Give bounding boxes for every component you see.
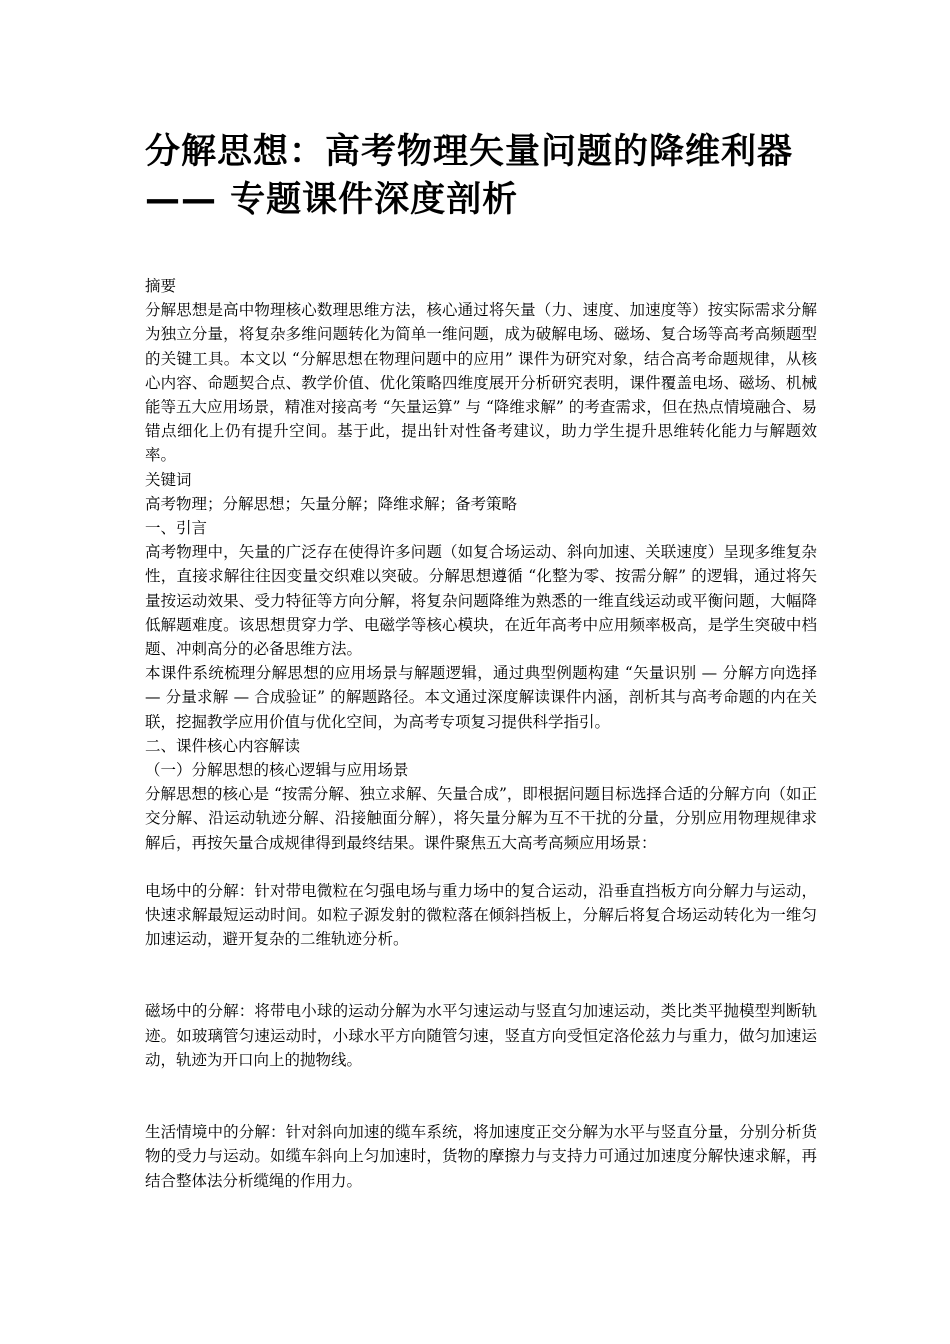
scene-magnetic-field: 磁场中的分解：将带电小球的运动分解为水平匀速运动与竖直匀加速运动，类比类平抛模型判断轨迹。如玻璃管匀速运动时，小球水平方向随管匀速，竖直方向受恒定洛伦兹力与重力，做匀加速运动，轨迹为开口向上的抛物线。 <box>145 1002 817 1069</box>
keywords-body: 高考物理；分解思想；矢量分解；降维求解；备考策略 <box>145 494 518 513</box>
section1-paragraph-2: 本课件系统梳理分解思想的应用场景与解题逻辑，通过典型例题构建 “矢量识别 — 分解方向选择 — 分量求解 — 合成验证” 的解题路径。本文通过深度解读课件内涵，剖析其与高考命题的内在关联，挖掘教学应用价值与优化空间，为高考专项复习提供科学指引。 <box>145 664 817 731</box>
spacer <box>145 1072 817 1120</box>
scene-life-context: 生活情境中的分解：针对斜向加速的缆车系统，将加速度正交分解为水平与竖直分量，分别分析货物的受力与运动。如缆车斜向上匀加速时，货物的摩擦力与支持力可通过加速度分解快速求解，再结合整体法分析缆绳的作用力。 <box>145 1123 817 1190</box>
section1-paragraph-1: 高考物理中，矢量的广泛存在使得许多问题（如复合场运动、斜向加速、关联速度）呈现多维复杂性，直接求解往往因变量交织难以突破。分解思想遵循 “化整为零、按需分解” 的逻辑，通过将矢量按运动效果、受力特征等方向分解，将复杂问题降维为熟悉的一维直线运动或平衡问题，大幅降低解题难度。该思想贯穿力学、电磁学等核心模块，在近年高考中应用频率极高，是学生突破中档题、冲刺高分的必备思维方法。 <box>145 543 817 659</box>
document-title: 分解思想：高考物理矢量问题的降维利器 —— 专题课件深度剖析 <box>145 132 794 220</box>
abstract-heading: 摘要 <box>145 277 177 295</box>
scene-electric-field: 电场中的分解：针对带电微粒在匀强电场与重力场中的复合运动，沿垂直挡板方向分解力与运动，快速求解最短运动时间。如粒子源发射的微粒落在倾斜挡板上，分解后将复合场运动转化为一维匀加速运动，避开复杂的二维轨迹分析。 <box>145 881 817 949</box>
section2-sub1-paragraph: 分解思想的核心是 “按需分解、独立求解、矢量合成”，即根据问题目标选择合适的分解方向（如正交分解、沿运动轨迹分解、沿接触面分解），将矢量分解为互不干扰的分量，分别应用物理规律求解后，再按矢量合成规律得到最终结果。课件聚焦五大高考高频应用场景： <box>145 785 817 852</box>
spacer <box>145 951 817 999</box>
keywords-heading: 关键词 <box>145 470 192 489</box>
section2-subheading-1: （一）分解思想的核心逻辑与应用场景 <box>145 761 409 780</box>
document-page <box>145 128 817 1193</box>
section2-heading: 二、课件核心内容解读 <box>145 736 301 755</box>
section1-heading: 一、引言 <box>145 519 208 538</box>
spacer <box>145 855 817 879</box>
abstract-body: 分解思想是高中物理核心数理思维方法，核心通过将矢量（力、速度、加速度等）按实际需求分解为独立分量，将复杂多维问题转化为简单一维问题，成为破解电场、磁场、复合场等高考高频题型的关键工具。本文以 “分解思想在物理问题中的应用” 课件为研究对象，结合高考命题规律，从核心内容、命题契合点、教学价值、优化策略四维度展开分析研究表明，课件覆盖电场、磁场、机械能等五大应用场景，精准对接高考 “矢量运算” 与 “降维求解” 的考查需求，但在热点情境融合、易错点细化上仍有提升空间。基于此，提出针对性备考建议，助力学生提升思维转化能力与解题效率。 <box>145 301 817 465</box>
